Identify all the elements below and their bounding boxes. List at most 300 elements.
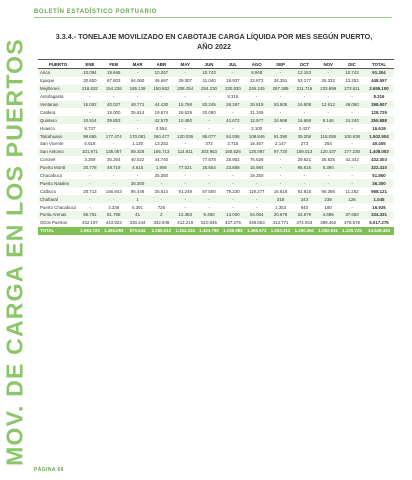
month-value-cell: 8.316: [227, 94, 239, 100]
month-value-cell: 26.819: [245, 101, 269, 109]
table-row: [38, 203, 394, 211]
month-value-cell: -: [102, 195, 126, 203]
month-value-cell: -: [126, 69, 150, 77]
total-value-cell: 1.250.361: [292, 227, 316, 235]
month-value-cell: 108.846: [245, 132, 269, 140]
row-total-cell: 322.410: [364, 164, 394, 172]
month-value-cell: 3.336: [108, 204, 120, 210]
month-value-cell: 99.665: [78, 132, 102, 140]
month-value-cell: 19.250: [249, 173, 264, 179]
row-total-cell: 1.408.003: [364, 148, 394, 156]
month-value-cell: -: [316, 69, 340, 77]
tonnage-table: [38, 59, 394, 235]
month-value-cell: 254.230: [197, 85, 221, 93]
port-name-cell: Huasco: [40, 125, 55, 131]
month-value-cell: 287.389: [269, 85, 293, 93]
table-row: [38, 93, 394, 101]
row-total-cell: 40.405: [372, 141, 386, 147]
month-value-cell: 20.679: [269, 211, 293, 219]
month-value-cell: -: [89, 173, 91, 179]
row-total-cell: 91.304: [364, 69, 394, 77]
month-value-cell: 42.342: [345, 157, 359, 163]
month-value-cell: 432.197: [81, 220, 98, 226]
column-header: SEP: [269, 60, 293, 69]
table-row: [38, 187, 394, 195]
month-value-cell: 20.090: [202, 109, 216, 115]
month-value-cell: 39.853: [102, 116, 126, 124]
month-value-cell: 20.778: [78, 164, 102, 172]
month-value-cell: 41: [126, 211, 150, 219]
month-value-cell: 233.899: [316, 85, 340, 93]
table-row: [38, 211, 394, 219]
month-value-cell: -: [232, 204, 234, 210]
month-value-cell: 443.923: [105, 220, 122, 226]
month-value-cell: -: [197, 179, 221, 187]
month-value-cell: -: [351, 109, 353, 115]
table-row: [38, 132, 394, 140]
port-name-cell: San Vicente: [40, 141, 64, 147]
month-value-cell: -: [279, 173, 282, 179]
month-value-cell: -: [136, 94, 139, 100]
month-value-cell: 64.060: [130, 78, 145, 84]
month-value-cell: -: [316, 179, 340, 187]
port-name-cell: Arica: [38, 69, 78, 77]
month-value-cell: 474.943: [296, 220, 313, 226]
total-value-cell: 1.226.725: [340, 227, 364, 235]
month-value-cell: 76.526: [249, 157, 264, 163]
total-value-cell: 1.494.093: [102, 227, 126, 235]
month-value-cell: 10.742: [340, 69, 364, 77]
row-total-cell: 1.045: [364, 195, 394, 203]
month-value-cell: 166.843: [105, 188, 122, 194]
table-subtitle-year: AÑO 2022: [197, 42, 231, 51]
month-value-cell: 1.906: [149, 164, 173, 172]
month-value-cell: 26.902: [226, 157, 240, 163]
month-value-cell: -: [351, 204, 353, 210]
month-value-cell: 332.949: [153, 220, 170, 226]
month-value-cell: 25.350: [154, 173, 169, 179]
month-value-cell: 30.600: [83, 78, 97, 84]
month-value-cell: 26.835: [321, 157, 335, 163]
month-value-cell: 11.262: [345, 188, 359, 194]
month-value-cell: 8.737: [84, 125, 96, 131]
month-value-cell: -: [208, 173, 210, 179]
month-value-cell: 273.611: [340, 85, 364, 93]
total-value-cell: 1.053.312: [269, 227, 293, 235]
month-value-cell: -: [160, 94, 163, 100]
month-value-cell: 726: [157, 204, 166, 210]
month-value-cell: 12.153: [292, 69, 316, 77]
month-value-cell: 95.448: [130, 188, 145, 194]
month-value-cell: 230.530: [221, 85, 245, 93]
month-value-cell: 154.226: [102, 85, 126, 93]
month-value-cell: -: [245, 179, 269, 187]
month-value-cell: 97.720: [269, 148, 293, 156]
month-value-cell: 16.659: [292, 116, 316, 124]
month-value-cell: -: [351, 94, 353, 100]
month-value-cell: 2.100: [251, 125, 263, 131]
month-value-cell: 177.474: [102, 132, 126, 140]
month-value-cell: -: [340, 179, 364, 187]
month-value-cell: -: [327, 173, 329, 179]
month-value-cell: 19.937: [226, 78, 240, 84]
table-row: [38, 85, 394, 93]
month-value-cell: 16.467: [249, 141, 264, 147]
month-value-cell: 15.768: [173, 101, 197, 109]
table-row: [38, 108, 394, 116]
column-header: ENE: [78, 60, 102, 69]
month-value-cell: 15.002: [78, 101, 102, 109]
month-value-cell: 22.872: [249, 78, 264, 84]
month-value-cell: 41.040: [202, 78, 216, 84]
column-header: JUL: [221, 60, 245, 69]
month-value-cell: 67.803: [107, 78, 121, 84]
month-value-cell: 246.245: [245, 85, 269, 93]
column-header: MAR: [126, 60, 150, 69]
month-value-cell: -: [173, 179, 197, 187]
port-name-cell: Quintero: [38, 116, 78, 124]
month-value-cell: 185.139: [126, 85, 150, 93]
month-value-cell: -: [173, 69, 197, 77]
month-value-cell: 54.064: [245, 211, 269, 219]
month-value-cell: -: [255, 94, 258, 100]
month-value-cell: 36.300: [126, 179, 150, 187]
month-value-cell: 243: [292, 195, 316, 203]
table-row: [38, 69, 394, 77]
month-value-cell: 10.267: [149, 69, 173, 77]
month-value-cell: 49.060: [340, 101, 364, 109]
table-row: [38, 101, 394, 109]
row-total-cell: 1.502.904: [364, 132, 394, 140]
month-value-cell: 2: [149, 211, 173, 219]
month-value-cell: 59.328: [126, 148, 150, 156]
bulletin-header: BOLETÍN ESTADÍSTICO PORTUARIO: [34, 9, 157, 15]
month-value-cell: 28.713: [83, 188, 97, 194]
month-value-cell: 4.695: [316, 211, 340, 219]
table-title: 3.3.4.- TONELAJE MOVILIZADO EN CABOTAJE CARGA LÍQUIDA POR MES SEGÚN PUERTO,: [55, 32, 373, 41]
row-total-cell: 334.331: [364, 211, 394, 219]
column-header: MAY: [173, 60, 197, 69]
month-value-cell: -: [327, 94, 329, 100]
month-value-cell: -: [89, 109, 91, 115]
month-value-cell: -: [269, 179, 293, 187]
month-value-cell: -: [184, 94, 186, 100]
column-header: ABR: [149, 60, 173, 69]
month-value-cell: 1.353: [275, 204, 287, 210]
month-value-cell: 120.036: [173, 132, 197, 140]
month-value-cell: 159.013: [292, 148, 316, 156]
row-total-cell: 16.926: [372, 204, 386, 210]
month-value-cell: 91.249: [178, 188, 192, 194]
month-value-cell: -: [136, 125, 139, 131]
month-value-cell: 13.252: [154, 141, 169, 147]
month-value-cell: 40.027: [102, 101, 126, 109]
month-value-cell: 25.614: [130, 109, 145, 115]
month-value-cell: 114.811: [173, 148, 197, 156]
total-value-cell: 1.152.315: [173, 227, 197, 235]
month-value-cell: -: [279, 94, 282, 100]
month-value-cell: 940: [300, 204, 309, 210]
port-name-cell: Chañaral: [38, 195, 78, 203]
month-value-cell: 91.390: [269, 132, 293, 140]
month-value-cell: 510.845: [201, 220, 217, 226]
month-value-cell: 1: [126, 195, 150, 203]
month-value-cell: 413.771: [272, 220, 289, 226]
month-value-cell: 15.984: [245, 164, 269, 172]
month-value-cell: -: [78, 179, 102, 187]
port-name-cell: Talcahuano: [38, 132, 78, 140]
port-name-cell: Antofagasta: [40, 94, 64, 100]
month-value-cell: -: [327, 109, 329, 115]
month-value-cell: 2.554: [155, 125, 167, 131]
month-value-cell: 42.570: [149, 116, 173, 124]
month-value-cell: 16.508: [292, 101, 316, 109]
total-value-cell: 1.424.790: [197, 227, 221, 235]
month-value-cell: -: [232, 109, 234, 115]
month-value-cell: 92.916: [297, 188, 312, 194]
column-header: JUN: [197, 60, 221, 69]
month-value-cell: 87.500: [202, 188, 216, 194]
month-value-cell: -: [208, 204, 210, 210]
month-value-cell: 44.430: [149, 101, 173, 109]
month-value-cell: -: [279, 109, 282, 115]
month-value-cell: 399.462: [320, 220, 337, 226]
month-value-cell: 165.713: [149, 148, 173, 156]
column-header: AGO: [245, 60, 269, 69]
port-name-cell: Puerto Montt: [38, 164, 78, 172]
month-value-cell: 26.332: [321, 78, 335, 84]
port-name-cell: Calbuco: [40, 188, 57, 194]
month-value-cell: 165.526: [221, 148, 245, 156]
month-value-cell: 437.275: [224, 220, 241, 226]
month-value-cell: 21.349: [249, 109, 264, 115]
month-value-cell: 26.629: [178, 109, 192, 115]
month-value-cell: 29.621: [297, 157, 312, 163]
month-value-cell: -: [184, 173, 186, 179]
month-value-cell: 65.791: [78, 211, 102, 219]
month-value-cell: 180: [324, 204, 332, 210]
month-value-cell: 40.522: [130, 157, 145, 163]
row-total-cell: 8.316: [373, 94, 385, 100]
month-value-cell: 239: [316, 195, 340, 203]
month-value-cell: 35.614: [154, 188, 169, 194]
column-header: NOV: [316, 60, 340, 69]
total-row: [38, 227, 394, 235]
month-value-cell: 126: [340, 195, 364, 203]
month-value-cell: 49.719: [102, 164, 126, 172]
month-value-cell: 95.616: [292, 164, 316, 172]
month-value-cell: 24.240: [340, 116, 364, 124]
month-value-cell: -: [197, 116, 221, 124]
row-total-cell: 2.655.100: [364, 85, 394, 93]
port-name-cell: San Antonio: [38, 148, 78, 156]
month-value-cell: 12.977: [245, 116, 269, 124]
month-value-cell: -: [184, 204, 186, 210]
side-title: MOV. DE CARGA EN LOS PUERTOS: [1, 38, 28, 466]
month-value-cell: -: [89, 94, 91, 100]
month-value-cell: 42.672: [221, 116, 245, 124]
month-value-cell: 15.000: [107, 109, 121, 115]
month-value-cell: 77.021: [173, 164, 197, 172]
total-value-cell: 970.534: [126, 227, 150, 235]
month-value-cell: -: [351, 173, 353, 179]
total-label-cell: TOTAL: [38, 227, 78, 235]
table-row: [38, 140, 394, 148]
month-value-cell: 79.230: [226, 188, 240, 194]
month-value-cell: 2.427: [298, 125, 310, 131]
page-number: PÁGINA 66: [34, 467, 64, 473]
month-value-cell: -: [269, 69, 293, 77]
month-value-cell: 29.307: [178, 78, 192, 84]
row-total-cell: 128.729: [371, 109, 387, 115]
month-value-cell: 177.230: [340, 148, 364, 156]
month-value-cell: 10.450: [173, 116, 197, 124]
month-value-cell: 135.057: [102, 148, 126, 156]
port-name-cell: Ventanas: [38, 101, 78, 109]
month-value-cell: 12.383: [173, 211, 197, 219]
month-value-cell: 170.081: [126, 132, 150, 140]
month-value-cell: 3.269: [84, 157, 96, 163]
row-total-cell: 255.888: [364, 116, 394, 124]
table-row: [38, 116, 394, 124]
month-value-cell: 81.798: [102, 211, 126, 219]
month-value-cell: 46.667: [154, 78, 169, 84]
month-value-cell: 118.099: [316, 132, 340, 140]
month-value-cell: 372: [205, 141, 213, 147]
month-value-cell: -: [303, 173, 306, 179]
month-value-cell: -: [232, 125, 234, 131]
month-value-cell: 2.147: [275, 141, 287, 147]
row-total-cell: 36.300: [364, 179, 394, 187]
month-value-cell: 10.914: [78, 116, 102, 124]
month-value-cell: -: [184, 157, 186, 163]
month-value-cell: -: [340, 164, 364, 172]
table-row: [38, 179, 394, 187]
port-name-cell: Chacabuco: [40, 173, 63, 179]
month-value-cell: -: [351, 141, 353, 147]
month-value-cell: 12.912: [316, 101, 340, 109]
column-header: TOTAL: [364, 60, 394, 69]
table-row: [38, 77, 394, 85]
month-value-cell: 211.716: [292, 85, 316, 93]
month-value-cell: 5.618: [84, 141, 96, 147]
month-value-cell: 260.477: [149, 132, 173, 140]
month-value-cell: -: [102, 179, 126, 187]
month-value-cell: 208.254: [173, 85, 197, 93]
month-value-cell: 412.219: [177, 220, 194, 226]
column-header: FEB: [102, 60, 126, 69]
month-value-cell: 150.652: [149, 85, 173, 93]
row-total-cell: 398.607: [364, 101, 394, 109]
month-value-cell: 25.654: [197, 164, 221, 172]
month-value-cell: 5.391: [132, 204, 144, 210]
month-value-cell: 10.743: [197, 69, 221, 77]
month-value-cell: -: [351, 125, 353, 131]
port-name-cell: Puerto Natales: [38, 179, 78, 187]
month-value-cell: 478.678: [344, 220, 360, 226]
month-value-cell: 35.208: [292, 132, 316, 140]
port-name-cell: Punta Arenas: [38, 211, 78, 219]
month-value-cell: -: [149, 179, 173, 187]
month-value-cell: 19.666: [102, 69, 126, 77]
month-value-cell: 19.874: [154, 109, 169, 115]
month-value-cell: 16.818: [273, 188, 288, 194]
port-name-cell: Mejillones: [38, 85, 78, 93]
month-value-cell: 44.740: [154, 157, 169, 163]
month-value-cell: 254: [324, 141, 332, 147]
month-value-cell: 32.679: [292, 211, 316, 219]
month-value-cell: 14.000: [221, 211, 245, 219]
port-name-cell: Otros Puertos: [40, 220, 68, 226]
column-header: OCT: [292, 60, 316, 69]
month-value-cell: 48.771: [126, 101, 150, 109]
table-header-row: [38, 60, 394, 69]
month-value-cell: -: [113, 94, 115, 100]
month-value-cell: 203.953: [197, 148, 221, 156]
month-value-cell: -: [303, 109, 306, 115]
total-value-cell: 1.356.973: [245, 227, 269, 235]
month-value-cell: -: [232, 173, 234, 179]
month-value-cell: 9.146: [316, 116, 340, 124]
month-value-cell: 273: [300, 141, 309, 147]
table-row: [38, 219, 394, 227]
row-total-cell: 448.557: [371, 78, 387, 84]
month-value-cell: 53.177: [297, 78, 312, 84]
month-value-cell: 13.252: [345, 78, 359, 84]
row-total-cell: 432.303: [371, 157, 387, 163]
month-value-cell: 125.087: [245, 148, 269, 156]
month-value-cell: -: [279, 157, 282, 163]
month-value-cell: -: [78, 195, 102, 203]
port-name-cell: Iquique: [40, 78, 55, 84]
month-value-cell: 26.267: [221, 101, 245, 109]
month-value-cell: 1.130: [132, 141, 144, 147]
month-value-cell: 330.244: [129, 220, 146, 226]
port-name-cell: Puerto Chacabuco: [40, 204, 77, 210]
month-value-cell: -: [292, 179, 316, 187]
month-value-cell: 30.264: [107, 157, 121, 163]
total-value-cell: 1.063.723: [78, 227, 102, 235]
total-value-cell: 1.265.512: [149, 227, 173, 235]
month-value-cell: 83.245: [197, 101, 221, 109]
month-value-cell: 2.715: [227, 141, 239, 147]
month-value-cell: 9.490: [197, 211, 221, 219]
month-value-cell: 23.858: [221, 164, 245, 172]
month-value-cell: -: [113, 173, 115, 179]
table-row: [38, 156, 394, 164]
month-value-cell: -: [173, 195, 197, 203]
month-value-cell: 10.094: [78, 69, 102, 77]
month-value-cell: 101.971: [78, 148, 102, 156]
table-row: [38, 148, 394, 156]
month-value-cell: -: [221, 69, 245, 77]
month-value-cell: -: [303, 94, 306, 100]
total-value-cell: 1.158.985: [221, 227, 245, 235]
month-value-cell: 24.968: [269, 116, 293, 124]
table-row: [38, 124, 394, 132]
month-value-cell: -: [255, 204, 258, 210]
month-value-cell: 318: [269, 195, 293, 203]
month-value-cell: -: [208, 94, 210, 100]
month-value-cell: 6.948: [245, 69, 269, 77]
side-title-container: [0, 38, 30, 466]
month-value-cell: 120.437: [316, 148, 340, 156]
row-total-cell: 5.017.276: [369, 220, 389, 226]
month-value-cell: -: [184, 141, 186, 147]
month-value-cell: -: [184, 125, 186, 131]
month-value-cell: -: [136, 173, 139, 179]
month-value-cell: -: [149, 195, 173, 203]
